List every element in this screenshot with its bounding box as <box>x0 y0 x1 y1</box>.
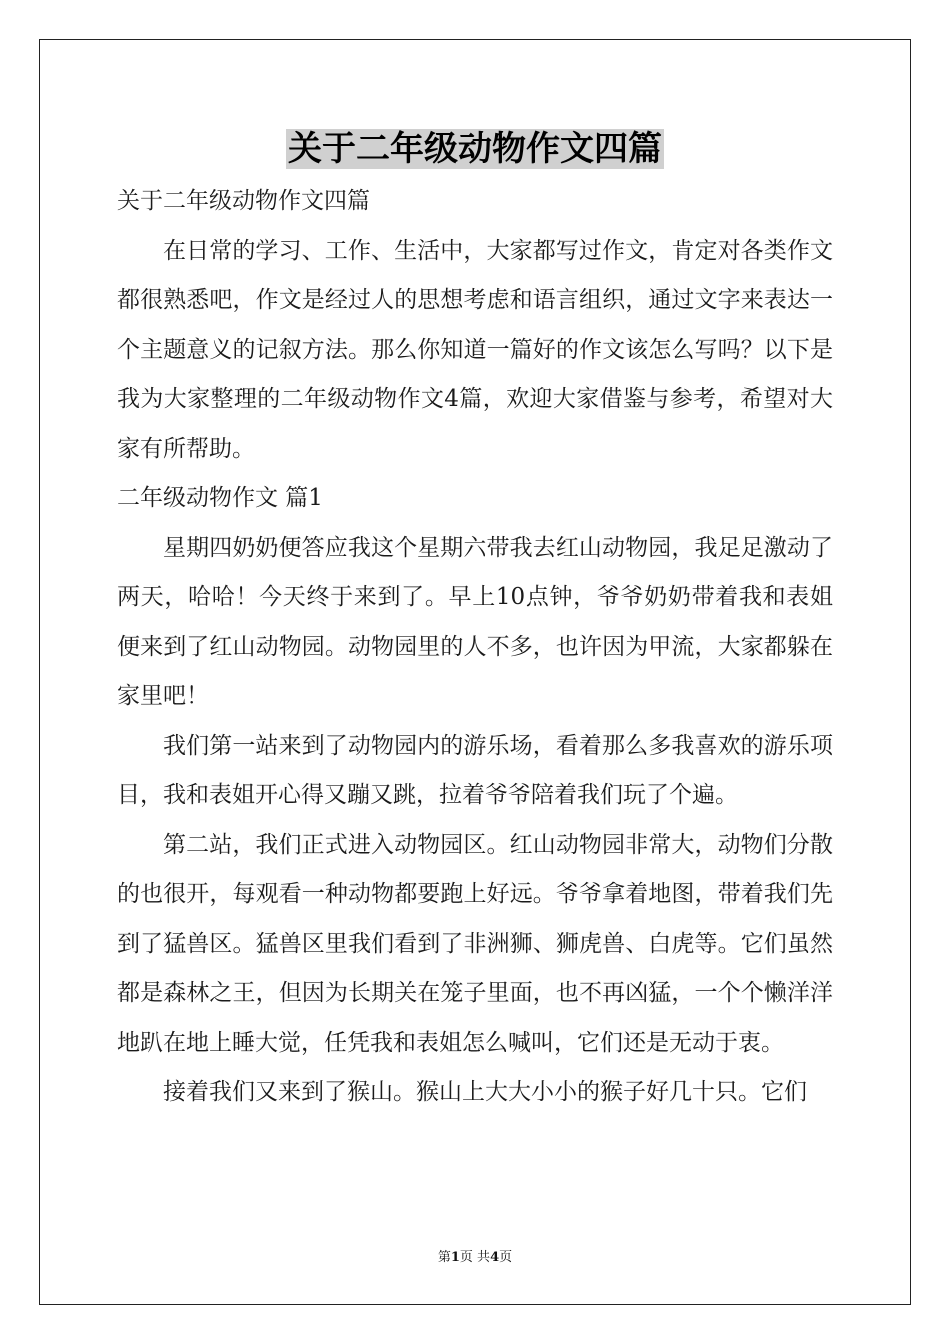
footer-page-suffix: 页 <box>499 1250 513 1265</box>
intro-paragraph: 在日常的学习、工作、生活中，大家都写过作文，肯定对各类作文都很熟悉吧，作文是经过人的思想考虑和语言组织，通过文字来表达一个主题意义的记叙方法。那么你知道一篇好的作文该怎么写吗？以下是我为大家整理的二年级动物作文4篇，欢迎大家借鉴与参考，希望对大家有所帮助。 <box>117 237 833 462</box>
document-title <box>0 124 950 174</box>
footer-page-prefix: 第 <box>437 1250 451 1265</box>
body-paragraph: 我们第一站来到了动物园内的游乐场，看着那么多我喜欢的游乐项目，我和表姐开心得又蹦又跳，拉着爷爷陪着我们玩了个遍。 <box>117 732 833 808</box>
body-paragraph: 第二站，我们正式进入动物园区。红山动物园非常大，动物们分散的也很开，每观看一种动物都要跑上好远。爷爷拿着地图，带着我们先到了猛兽区。猛兽区里我们看到了非洲狮、狮虎兽、白虎等。它们虽然都是森林之王，但因为长期关在笼子里面，也不再凶猛，一个个懒洋洋地趴在地上睡大觉，任凭我和表姐怎么喊叫，它们还是无动于衷。 <box>117 831 833 1056</box>
section-heading: 二年级动物作文 篇1 <box>117 485 323 511</box>
body-paragraph: 星期四奶奶便答应我这个星期六带我去红山动物园，我足足激动了两天，哈哈！今天终于来到了。早上10点钟，爷爷奶奶带着我和表姐便来到了红山动物园。动物园里的人不多，也许因为甲流，大家都躲在家里吧！ <box>117 534 833 709</box>
footer-page-current: 1 <box>450 1250 460 1265</box>
footer-page-mid: 页 共 <box>459 1250 491 1265</box>
page-footer <box>0 1246 950 1265</box>
document-title-text: 关于二年级动物作文四篇 <box>288 129 662 169</box>
document-body <box>117 177 833 1118</box>
document-subtitle: 关于二年级动物作文四篇 <box>117 188 370 214</box>
footer-page-total: 4 <box>490 1250 500 1265</box>
body-paragraph: 接着我们又来到了猴山。猴山上大大小小的猴子好几十只。它们 <box>163 1079 807 1105</box>
